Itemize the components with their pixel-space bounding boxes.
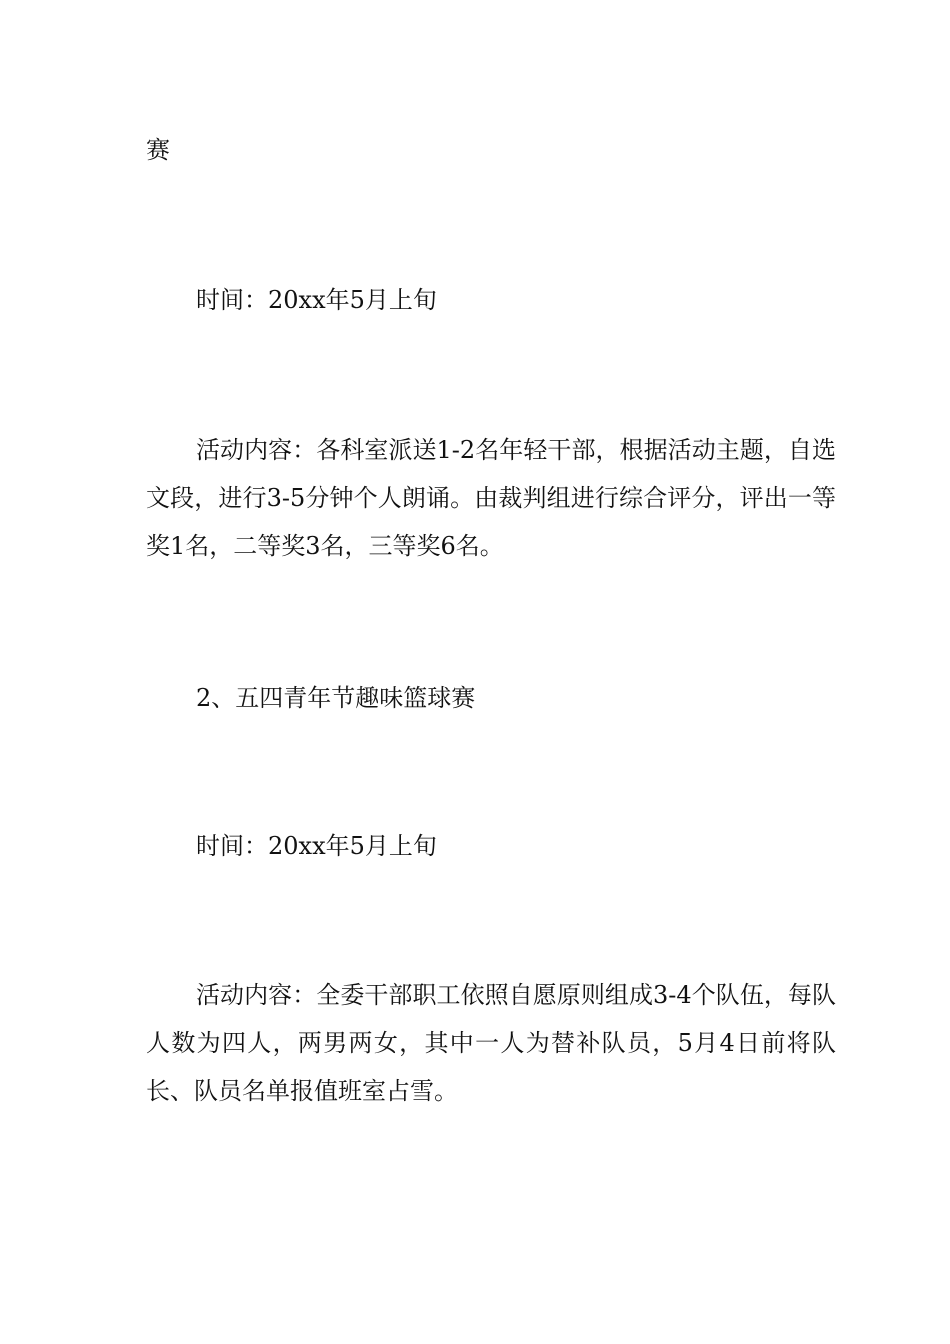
paragraph-time-1: 时间：20xx年5月上旬 <box>196 286 437 314</box>
paragraph-time-2: 时间：20xx年5月上旬 <box>196 832 437 860</box>
paragraph-activity-content-2: 活动内容：全委干部职工依照自愿原则组成3-4个队伍，每队人数为四人，两男两女，其中一人为替补队员，5月4日前将队长、队员名单报值班室占雪。 <box>146 981 836 1105</box>
paragraph-activity-content-1: 活动内容：各科室派送1-2名年轻干部，根据活动主题，自选文段，进行3-5分钟个人朗诵。由裁判组进行综合评分，评出一等奖1名，二等奖3名，三等奖6名。 <box>146 436 836 560</box>
section-heading-basketball: 2、五四青年节趣味篮球赛 <box>196 684 476 712</box>
paragraph-continuation: 赛 <box>146 136 170 164</box>
